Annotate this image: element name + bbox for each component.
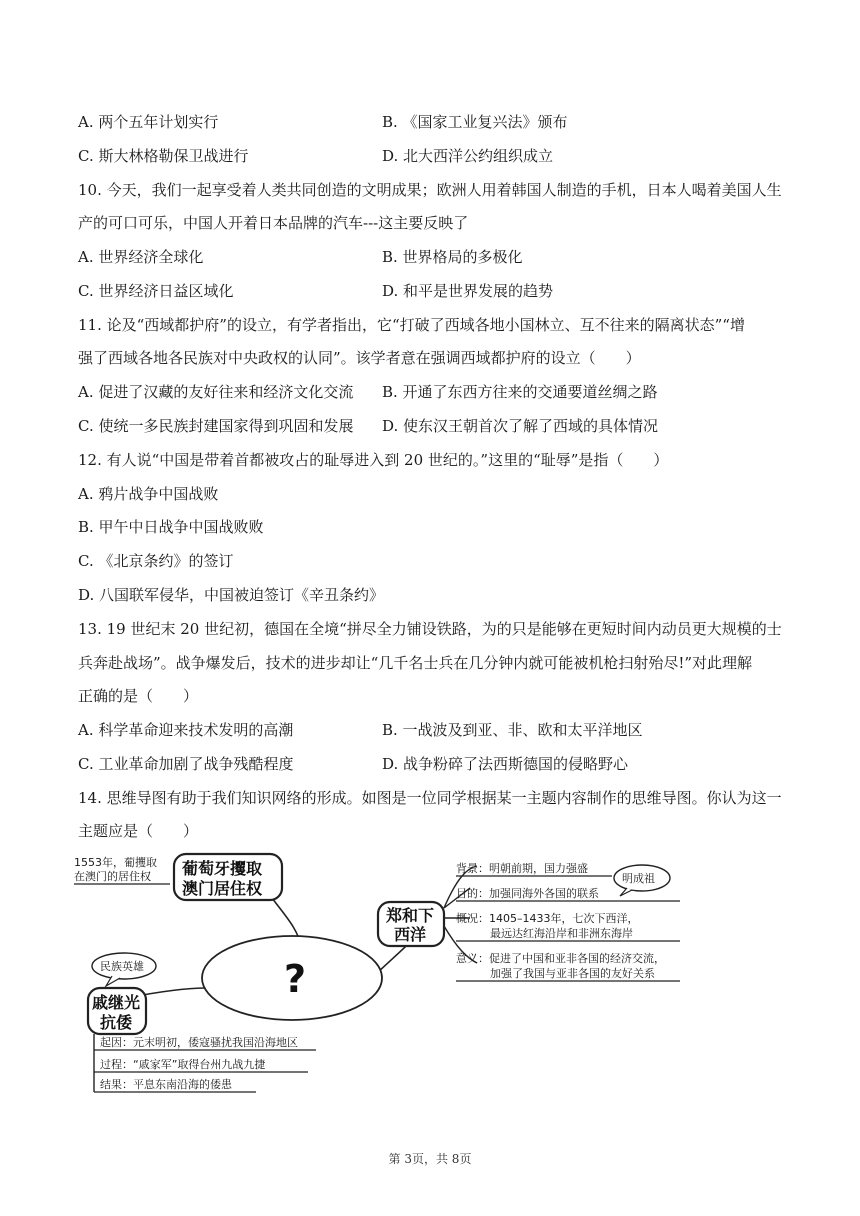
q13-option-d: D. 战争粉碎了法西斯德国的侵略野心 <box>382 755 629 773</box>
q12-option-c: C. 《北京条约》的签订 <box>78 552 234 570</box>
q10-option-a: A. 世界经济全球化 <box>78 248 204 266</box>
q10-option-b: B. 世界格局的多极化 <box>382 248 523 266</box>
q11-option-a: A. 促进了汉藏的友好往来和经济文化交流 <box>78 383 354 401</box>
q9-option-c: C. 斯大林格勒保卫战进行 <box>78 147 249 165</box>
q11-option-b: B. 开通了东西方往来的交通要道丝绸之路 <box>382 383 658 401</box>
q12-option-b: B. 甲午中日战争中国战败败 <box>78 518 264 536</box>
qijiguang-title-line2: 抗倭 <box>100 1013 133 1032</box>
zhenghe-background: 背景：明朝前期，国力强盛 <box>456 862 588 875</box>
qijiguang-bubble-text: 民族英雄 <box>100 960 144 973</box>
q13-option-a: A. 科学革命迎来技术发明的高潮 <box>78 721 294 739</box>
q10-stem-line1: 10. 今天，我们一起享受着人类共同创造的文明成果；欧洲人用着韩国人制造的手机，日本人喝着美国人生 <box>78 181 782 199</box>
zhenghe-title-line1: 郑和下 <box>386 906 435 925</box>
q13-stem-line1: 13. 19 世纪末 20 世纪初，德国在全境“拼尽全力铺设铁路，为的只是能够在更短时间内动员更大规模的士 <box>78 620 782 638</box>
q12-stem: 12. 有人说“中国是带着首都被攻占的耻辱进入到 20 世纪的。”这里的“耻辱”是指（ ） <box>78 451 669 469</box>
q13-stem-line3: 正确的是（ ） <box>78 687 199 705</box>
center-question-mark: ? <box>284 957 307 1001</box>
zhenghe-meaning-line1: 意义：促进了中国和亚非各国的经济交流， <box>456 952 665 965</box>
zhenghe-title-line2: 西洋 <box>394 925 427 944</box>
q11-option-d: D. 使东汉王朝首次了解了西域的具体情况 <box>382 417 659 435</box>
qijiguang-process: 过程：“戚家军”取得台州九战九捷 <box>100 1058 266 1071</box>
q12-option-d: D. 八国联军侵华，中国被迫签订《辛丑条约》 <box>78 586 385 604</box>
zhenghe-goal: 目的：加强同海外各国的联系 <box>456 887 599 900</box>
portugal-note-line2: 在澳门的居住权 <box>74 870 151 883</box>
q14-stem-line2: 主题应是（ ） <box>78 822 199 840</box>
q10-option-c: C. 世界经济日益区域化 <box>78 282 234 300</box>
q11-option-c: C. 使统一多民族封建国家得到巩固和发展 <box>78 417 354 435</box>
q11-stem-line1: 11. 论及“西域都护府”的设立，有学者指出，它“打破了西域各地小国林立、互不往来的隔离状态”“增 <box>78 316 745 334</box>
q9-option-b: B. 《国家工业复兴法》颁布 <box>382 113 568 131</box>
mind-map-figure <box>72 848 692 1098</box>
q10-stem-line2: 产的可口可乐，中国人开着日本品牌的汽车---这主要反映了 <box>78 214 469 232</box>
zhenghe-overview-line2: 最远达红海沿岸和非洲东海岸 <box>490 927 633 940</box>
q11-stem-line2: 强了西域各地各民族对中央政权的认同”。该学者意在强调西域都护府的设立（ ） <box>78 349 641 367</box>
qijiguang-cause: 起因：元末明初，倭寇骚扰我国沿海地区 <box>100 1036 298 1049</box>
portugal-note-line1: 1553年，葡攫取 <box>74 856 157 869</box>
q9-option-a: A. 两个五年计划实行 <box>78 113 219 131</box>
q13-stem-line2: 兵奔赴战场”。战争爆发后，技术的进步却让“几千名士兵在几分钟内就可能被机枪扫射殆尽!”对此理解 <box>78 654 753 672</box>
qijiguang-title-line1: 戚继光 <box>92 993 141 1012</box>
qijiguang-result: 结果：平息东南沿海的倭患 <box>100 1078 232 1091</box>
zhenghe-overview-line1: 概况：1405–1433年，七次下西洋， <box>456 912 639 925</box>
q13-option-c: C. 工业革命加剧了战争残酷程度 <box>78 755 294 773</box>
zhenghe-bubble-text: 明成祖 <box>622 872 655 885</box>
portugal-title-line1: 葡萄牙攫取 <box>182 859 263 878</box>
q9-option-d: D. 北大西洋公约组织成立 <box>382 147 554 165</box>
zhenghe-meaning-line2: 加强了我国与亚非各国的友好关系 <box>490 967 655 980</box>
portugal-title-line2: 澳门居住权 <box>182 879 263 898</box>
q13-option-b: B. 一战波及到亚、非、欧和太平洋地区 <box>382 721 643 739</box>
q14-stem-line1: 14. 思维导图有助于我们知识网络的形成。如图是一位同学根据某一主题内容制作的思维导图。你认为这一 <box>78 789 782 807</box>
q12-option-a: A. 鸦片战争中国战败 <box>78 485 219 503</box>
page-footer: 第 3页，共 8页 <box>388 1152 472 1166</box>
q10-option-d: D. 和平是世界发展的趋势 <box>382 282 554 300</box>
